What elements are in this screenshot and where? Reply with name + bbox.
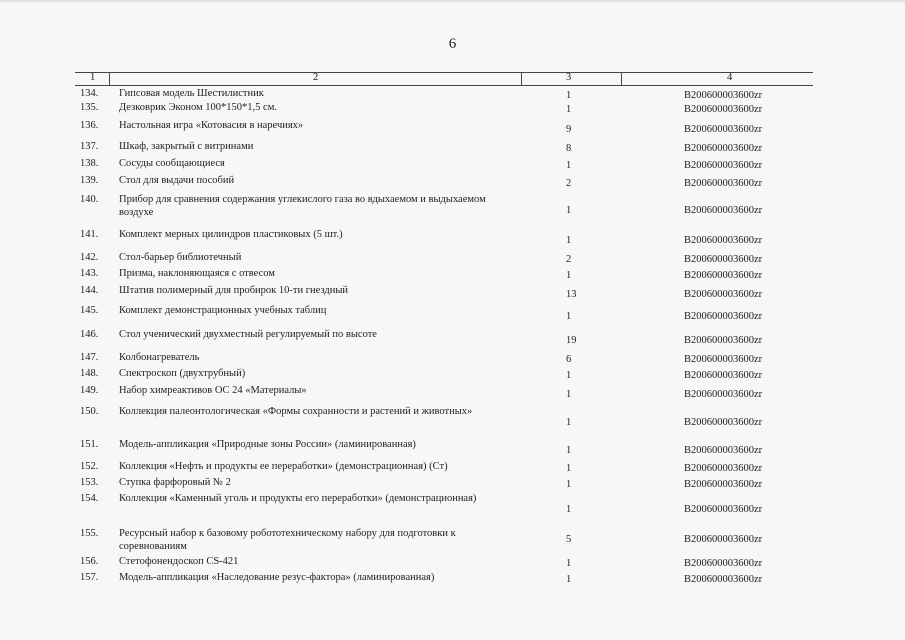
row-number: 143. — [80, 268, 99, 279]
item-code: B200600003600zr — [684, 389, 763, 400]
item-name: Призма, наклоняющаяся с отвесом — [119, 268, 275, 279]
item-code: B200600003600zr — [684, 574, 763, 585]
item-code: B200600003600zr — [684, 235, 763, 246]
row-number: 140. — [80, 194, 99, 205]
row-number: 149. — [80, 385, 99, 396]
row-number: 138. — [80, 158, 99, 169]
item-quantity: 1 — [566, 417, 572, 428]
item-quantity: 19 — [566, 335, 577, 346]
header-col-2: 2 — [313, 72, 319, 83]
item-code: B200600003600zr — [684, 254, 763, 265]
item-quantity: 1 — [566, 504, 572, 515]
item-name: Стол для выдачи пособий — [119, 175, 235, 186]
item-code: B200600003600zr — [684, 311, 763, 322]
item-code: B200600003600zr — [684, 270, 763, 281]
item-name: Стетофонендоскоп CS-421 — [119, 556, 239, 567]
item-quantity: 1 — [566, 370, 572, 381]
item-code: B200600003600zr — [684, 370, 763, 381]
row-number: 145. — [80, 305, 99, 316]
item-name: Прибор для сравнения содержания углекислого газа во вдыхаемом и выдыхаемом воздухе — [119, 194, 486, 218]
item-quantity: 1 — [566, 479, 572, 490]
item-code: B200600003600zr — [684, 124, 763, 135]
row-number: 134. — [80, 88, 99, 99]
header-col-3: 3 — [566, 72, 572, 83]
item-name: Спектроскоп (двухтрубный) — [119, 368, 246, 379]
item-code: B200600003600zr — [684, 178, 763, 189]
row-number: 146. — [80, 329, 99, 340]
header-col-4: 4 — [727, 72, 733, 83]
item-quantity: 13 — [566, 289, 577, 300]
row-number: 153. — [80, 477, 99, 488]
item-name: Комплект демонстрационных учебных таблиц — [119, 305, 327, 316]
item-quantity: 1 — [566, 558, 572, 569]
item-name: Стол-барьер библиотечный — [119, 252, 242, 263]
item-name: Стол ученический двухместный регулируемый по высоте — [119, 329, 377, 340]
item-code: B200600003600zr — [684, 335, 763, 346]
item-code: B200600003600zr — [684, 479, 763, 490]
row-number: 141. — [80, 229, 99, 240]
item-code: B200600003600zr — [684, 90, 763, 101]
item-code: B200600003600zr — [684, 354, 763, 365]
item-quantity: 2 — [566, 254, 572, 265]
item-code: B200600003600zr — [684, 104, 763, 115]
item-name: Гипсовая модель Шестилистник — [119, 88, 264, 99]
item-quantity: 1 — [566, 235, 572, 246]
item-code: B200600003600zr — [684, 417, 763, 428]
header-col-1: 1 — [90, 72, 96, 83]
item-code: B200600003600zr — [684, 504, 763, 515]
item-name: Ресурсный набор к базовому робототехническому набору для подготовки к соревнованиям — [119, 528, 456, 552]
item-code: B200600003600zr — [684, 205, 763, 216]
item-quantity: 1 — [566, 574, 572, 585]
item-name: Ступка фарфоровый № 2 — [119, 477, 231, 488]
item-quantity: 1 — [566, 160, 572, 171]
item-name: Настольная игра «Котовасия в наречиях» — [119, 120, 304, 131]
item-quantity: 1 — [566, 389, 572, 400]
item-quantity: 5 — [566, 534, 572, 545]
item-name: Набор химреактивов ОС 24 «Материалы» — [119, 385, 307, 396]
item-quantity: 1 — [566, 311, 572, 322]
row-number: 144. — [80, 285, 99, 296]
item-name: Коллекция «Нефть и продукты ее переработки» (демонстрационная) (Ст) — [119, 461, 448, 472]
item-code: B200600003600zr — [684, 558, 763, 569]
item-quantity: 6 — [566, 354, 572, 365]
item-quantity: 2 — [566, 178, 572, 189]
item-quantity: 9 — [566, 124, 572, 135]
item-quantity: 1 — [566, 205, 572, 216]
item-code: B200600003600zr — [684, 534, 763, 545]
item-quantity: 1 — [566, 90, 572, 101]
item-code: B200600003600zr — [684, 289, 763, 300]
item-quantity: 1 — [566, 104, 572, 115]
row-number: 135. — [80, 102, 99, 113]
item-code: B200600003600zr — [684, 143, 763, 154]
row-number: 137. — [80, 141, 99, 152]
row-number: 156. — [80, 556, 99, 567]
item-name: Колбонагреватель — [119, 352, 200, 363]
item-name: Комплект мерных цилиндров пластиковых (5 шт.) — [119, 229, 343, 240]
item-name: Дезковрик Эконом 100*150*1,5 см. — [119, 102, 277, 113]
row-number: 148. — [80, 368, 99, 379]
row-number: 151. — [80, 439, 99, 450]
item-name: Модель-аппликация «Наследование резус-фактора» (ламинированная) — [119, 572, 435, 583]
item-name: Модель-аппликация «Природные зоны России» (ламинированная) — [119, 439, 416, 450]
row-number: 147. — [80, 352, 99, 363]
row-number: 136. — [80, 120, 99, 131]
row-number: 155. — [80, 528, 99, 539]
row-number: 139. — [80, 175, 99, 186]
row-number: 142. — [80, 252, 99, 263]
row-number: 154. — [80, 493, 99, 504]
row-number: 152. — [80, 461, 99, 472]
item-name: Штатив полимерный для пробирок 10-ти гнездный — [119, 285, 349, 296]
item-name: Сосуды сообщающиеся — [119, 158, 225, 169]
item-quantity: 1 — [566, 270, 572, 281]
item-quantity: 1 — [566, 463, 572, 474]
row-number: 157. — [80, 572, 99, 583]
item-code: B200600003600zr — [684, 160, 763, 171]
item-quantity: 8 — [566, 143, 572, 154]
item-quantity: 1 — [566, 445, 572, 456]
item-name: Шкаф, закрытый с витринами — [119, 141, 254, 152]
page-number: 6 — [448, 36, 457, 52]
item-code: B200600003600zr — [684, 463, 763, 474]
item-name: Коллекция палеонтологическая «Формы сохранности и растений и животных» — [119, 406, 473, 417]
item-name: Коллекция «Каменный уголь и продукты его переработки» (демонстрационная) — [119, 493, 477, 504]
item-code: B200600003600zr — [684, 445, 763, 456]
row-number: 150. — [80, 406, 99, 417]
